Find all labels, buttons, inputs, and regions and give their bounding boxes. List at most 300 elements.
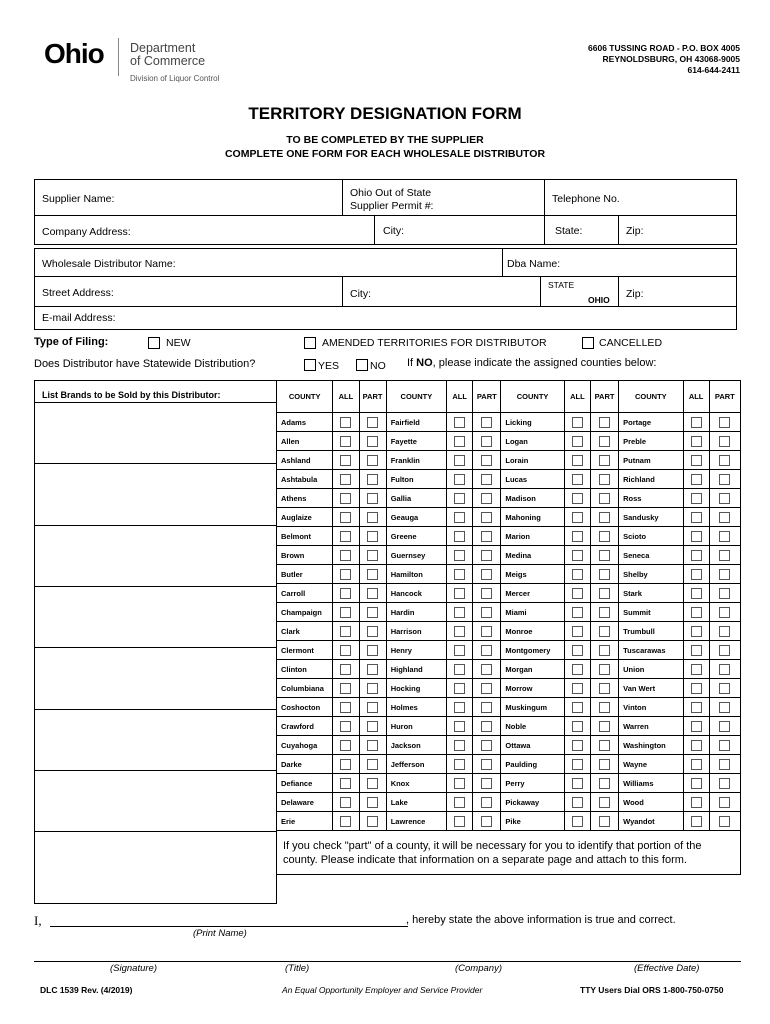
county-part-checkbox[interactable] xyxy=(367,645,378,656)
county-part-checkbox[interactable] xyxy=(481,588,492,599)
county-part-checkbox[interactable] xyxy=(719,436,730,447)
county-all-checkbox[interactable] xyxy=(691,683,702,694)
amended-label: AMENDED TERRITORIES FOR DISTRIBUTOR xyxy=(322,337,547,349)
county-name: Morgan xyxy=(501,660,564,679)
county-name: Huron xyxy=(386,717,446,736)
county-part-checkbox[interactable] xyxy=(599,417,610,428)
county-all-checkbox[interactable] xyxy=(572,759,583,770)
county-row xyxy=(277,622,741,641)
county-all-checkbox[interactable] xyxy=(691,607,702,618)
county-part-checkbox[interactable] xyxy=(367,721,378,732)
county-all-checkbox[interactable] xyxy=(572,474,583,485)
cancelled-checkbox[interactable] xyxy=(582,337,594,349)
county-part-checkbox[interactable] xyxy=(719,816,730,827)
county-part-checkbox[interactable] xyxy=(367,683,378,694)
county-all-checkbox[interactable] xyxy=(454,816,465,827)
county-name: Portage xyxy=(619,413,683,432)
county-all-checkbox[interactable] xyxy=(454,740,465,751)
county-part-checkbox[interactable] xyxy=(599,740,610,751)
county-part-checkbox[interactable] xyxy=(481,607,492,618)
county-part-checkbox[interactable] xyxy=(599,683,610,694)
county-part-checkbox[interactable] xyxy=(367,550,378,561)
county-part-checkbox[interactable] xyxy=(599,664,610,675)
supplier-name-field[interactable]: Supplier Name: xyxy=(42,193,115,205)
brand-entry[interactable] xyxy=(34,402,276,403)
county-name: Hancock xyxy=(386,584,446,603)
part-header: PART xyxy=(359,381,386,413)
county-part-checkbox[interactable] xyxy=(367,455,378,466)
form-subtitle-1: TO BE COMPLETED BY THE SUPPLIER xyxy=(286,134,484,146)
county-table xyxy=(276,380,741,875)
county-all-checkbox[interactable] xyxy=(340,759,351,770)
county-part-checkbox[interactable] xyxy=(481,664,492,675)
county-name: Clermont xyxy=(277,641,333,660)
county-part-checkbox[interactable] xyxy=(599,645,610,656)
county-all-checkbox[interactable] xyxy=(340,588,351,599)
company-address-field[interactable]: Company Address: xyxy=(42,226,131,238)
county-all-checkbox[interactable] xyxy=(572,588,583,599)
county-part-checkbox[interactable] xyxy=(367,493,378,504)
county-name: Licking xyxy=(501,413,564,432)
county-all-checkbox[interactable] xyxy=(454,702,465,713)
county-part-checkbox[interactable] xyxy=(481,797,492,808)
county-name: Defiance xyxy=(277,774,333,793)
county-all-checkbox[interactable] xyxy=(572,816,583,827)
county-part-checkbox[interactable] xyxy=(719,550,730,561)
county-part-checkbox[interactable] xyxy=(599,797,610,808)
brand-entry[interactable] xyxy=(34,770,276,771)
county-all-checkbox[interactable] xyxy=(572,455,583,466)
county-name: Hamilton xyxy=(386,565,446,584)
brand-entry[interactable] xyxy=(34,525,276,526)
county-all-checkbox[interactable] xyxy=(340,436,351,447)
county-all-checkbox[interactable] xyxy=(691,531,702,542)
county-part-checkbox[interactable] xyxy=(367,626,378,637)
county-all-checkbox[interactable] xyxy=(454,550,465,561)
county-header: COUNTY xyxy=(619,381,683,413)
county-name: Medina xyxy=(501,546,564,565)
county-all-checkbox[interactable] xyxy=(572,512,583,523)
county-part-checkbox[interactable] xyxy=(719,740,730,751)
county-name: Williams xyxy=(619,774,683,793)
county-name: Putnam xyxy=(619,451,683,470)
county-name: Delaware xyxy=(277,793,333,812)
county-all-checkbox[interactable] xyxy=(691,664,702,675)
county-part-checkbox[interactable] xyxy=(367,531,378,542)
county-all-checkbox[interactable] xyxy=(340,417,351,428)
county-name: Perry xyxy=(501,774,564,793)
street-address-field[interactable]: Street Address: xyxy=(42,287,114,299)
county-all-checkbox[interactable] xyxy=(691,569,702,580)
county-name: Clinton xyxy=(277,660,333,679)
county-part-checkbox[interactable] xyxy=(719,759,730,770)
county-all-checkbox[interactable] xyxy=(340,797,351,808)
supplier-zip-field[interactable]: Zip: xyxy=(626,225,644,237)
county-row xyxy=(277,451,741,470)
county-all-checkbox[interactable] xyxy=(572,778,583,789)
county-part-checkbox[interactable] xyxy=(599,778,610,789)
county-all-checkbox[interactable] xyxy=(454,474,465,485)
county-part-checkbox[interactable] xyxy=(481,702,492,713)
county-part-checkbox[interactable] xyxy=(367,702,378,713)
email-address-field[interactable]: E-mail Address: xyxy=(42,312,116,324)
county-part-checkbox[interactable] xyxy=(719,607,730,618)
new-checkbox[interactable] xyxy=(148,337,160,349)
county-all-checkbox[interactable] xyxy=(691,740,702,751)
supplier-phone-field[interactable]: Telephone No. xyxy=(552,193,620,205)
county-name: Lucas xyxy=(501,470,564,489)
print-name-field[interactable] xyxy=(50,926,408,927)
county-all-checkbox[interactable] xyxy=(572,721,583,732)
county-row xyxy=(277,432,741,451)
form-title: TERRITORY DESIGNATION FORM xyxy=(248,104,522,123)
statewide-yes-checkbox[interactable] xyxy=(304,359,316,371)
county-all-checkbox[interactable] xyxy=(691,759,702,770)
county-part-checkbox[interactable] xyxy=(599,531,610,542)
county-part-checkbox[interactable] xyxy=(367,474,378,485)
filing-type-label: Type of Filing: xyxy=(34,336,109,348)
county-all-checkbox[interactable] xyxy=(572,664,583,675)
county-part-checkbox[interactable] xyxy=(367,512,378,523)
county-name: Richland xyxy=(619,470,683,489)
county-name: Knox xyxy=(386,774,446,793)
county-name: Tuscarawas xyxy=(619,641,683,660)
county-all-checkbox[interactable] xyxy=(454,512,465,523)
distributor-name-field[interactable]: Wholesale Distributor Name: xyxy=(42,258,176,270)
ohio-logo: Ohio xyxy=(44,38,104,69)
statewide-no-checkbox[interactable] xyxy=(356,359,368,371)
county-row xyxy=(277,565,741,584)
county-part-checkbox[interactable] xyxy=(481,721,492,732)
county-part-checkbox[interactable] xyxy=(719,512,730,523)
county-part-checkbox[interactable] xyxy=(481,550,492,561)
county-name: Harrison xyxy=(386,622,446,641)
county-part-checkbox[interactable] xyxy=(599,721,610,732)
county-part-checkbox[interactable] xyxy=(367,417,378,428)
county-name: Brown xyxy=(277,546,333,565)
county-part-checkbox[interactable] xyxy=(481,816,492,827)
form-number: DLC 1539 Rev. (4/2019) xyxy=(40,985,133,995)
county-part-checkbox[interactable] xyxy=(719,569,730,580)
county-row xyxy=(277,508,741,527)
county-part-checkbox[interactable] xyxy=(599,474,610,485)
county-name: Erie xyxy=(277,812,333,831)
county-part-checkbox[interactable] xyxy=(481,778,492,789)
county-row xyxy=(277,698,741,717)
county-all-checkbox[interactable] xyxy=(340,683,351,694)
county-name: Union xyxy=(619,660,683,679)
county-all-checkbox[interactable] xyxy=(340,740,351,751)
county-all-checkbox[interactable] xyxy=(340,645,351,656)
county-part-checkbox[interactable] xyxy=(719,778,730,789)
county-all-checkbox[interactable] xyxy=(572,702,583,713)
county-part-checkbox[interactable] xyxy=(481,759,492,770)
county-all-checkbox[interactable] xyxy=(691,493,702,504)
county-name: Wood xyxy=(619,793,683,812)
distributor-zip-field[interactable]: Zip: xyxy=(626,288,644,300)
county-part-checkbox[interactable] xyxy=(719,531,730,542)
brand-entry[interactable] xyxy=(34,463,276,464)
county-name: Fulton xyxy=(386,470,446,489)
county-name: Lawrence xyxy=(386,812,446,831)
county-name: Seneca xyxy=(619,546,683,565)
county-all-checkbox[interactable] xyxy=(340,493,351,504)
brands-list xyxy=(34,380,277,904)
brand-entry[interactable] xyxy=(34,647,276,648)
county-all-checkbox[interactable] xyxy=(340,607,351,618)
county-all-checkbox[interactable] xyxy=(340,721,351,732)
county-name: Ottawa xyxy=(501,736,564,755)
county-part-checkbox[interactable] xyxy=(481,740,492,751)
county-row xyxy=(277,755,741,774)
county-row xyxy=(277,603,741,622)
county-all-checkbox[interactable] xyxy=(572,683,583,694)
county-name: Shelby xyxy=(619,565,683,584)
county-name: Auglaize xyxy=(277,508,333,527)
county-part-checkbox[interactable] xyxy=(599,436,610,447)
county-all-checkbox[interactable] xyxy=(572,797,583,808)
county-row xyxy=(277,641,741,660)
county-part-checkbox[interactable] xyxy=(367,588,378,599)
county-header: COUNTY xyxy=(277,381,333,413)
counties-instruction: If NO, please indicate the assigned counties below: xyxy=(407,357,657,369)
county-name: Coshocton xyxy=(277,698,333,717)
county-part-checkbox[interactable] xyxy=(481,436,492,447)
county-part-checkbox[interactable] xyxy=(719,417,730,428)
county-name: Paulding xyxy=(501,755,564,774)
county-all-checkbox[interactable] xyxy=(572,607,583,618)
county-name: Logan xyxy=(501,432,564,451)
county-part-checkbox[interactable] xyxy=(367,740,378,751)
county-name: Butler xyxy=(277,565,333,584)
county-part-checkbox[interactable] xyxy=(719,797,730,808)
county-part-checkbox[interactable] xyxy=(599,626,610,637)
county-part-checkbox[interactable] xyxy=(367,664,378,675)
county-all-checkbox[interactable] xyxy=(691,702,702,713)
county-part-checkbox[interactable] xyxy=(367,569,378,580)
county-part-checkbox[interactable] xyxy=(599,607,610,618)
county-all-checkbox[interactable] xyxy=(454,607,465,618)
county-name: Guernsey xyxy=(386,546,446,565)
county-all-checkbox[interactable] xyxy=(340,626,351,637)
county-all-checkbox[interactable] xyxy=(572,531,583,542)
county-part-checkbox[interactable] xyxy=(599,816,610,827)
county-all-checkbox[interactable] xyxy=(691,436,702,447)
county-part-checkbox[interactable] xyxy=(719,493,730,504)
county-all-checkbox[interactable] xyxy=(691,797,702,808)
county-part-checkbox[interactable] xyxy=(367,759,378,770)
county-name: Sandusky xyxy=(619,508,683,527)
county-all-checkbox[interactable] xyxy=(454,683,465,694)
county-all-checkbox[interactable] xyxy=(454,569,465,580)
county-header: COUNTY xyxy=(501,381,564,413)
county-part-checkbox[interactable] xyxy=(481,474,492,485)
county-name: Trumbull xyxy=(619,622,683,641)
brand-entry[interactable] xyxy=(34,709,276,710)
county-all-checkbox[interactable] xyxy=(340,474,351,485)
county-part-checkbox[interactable] xyxy=(367,778,378,789)
county-all-checkbox[interactable] xyxy=(454,664,465,675)
dba-name-field[interactable]: Dba Name: xyxy=(507,258,561,270)
county-header: COUNTY xyxy=(386,381,446,413)
county-row xyxy=(277,812,741,831)
statewide-no-label: NO xyxy=(370,360,386,372)
distributor-state-label: STATE xyxy=(548,280,575,290)
county-all-checkbox[interactable] xyxy=(454,721,465,732)
dept-line2: of Commerce xyxy=(130,54,206,68)
county-part-checkbox[interactable] xyxy=(719,664,730,675)
department-name xyxy=(130,42,205,68)
county-name: Mercer xyxy=(501,584,564,603)
county-part-checkbox[interactable] xyxy=(599,702,610,713)
signature-line[interactable] xyxy=(34,961,741,962)
county-part-checkbox[interactable] xyxy=(481,531,492,542)
county-part-checkbox[interactable] xyxy=(481,645,492,656)
county-part-checkbox[interactable] xyxy=(481,683,492,694)
county-name: Fayette xyxy=(386,432,446,451)
county-all-checkbox[interactable] xyxy=(691,626,702,637)
county-all-checkbox[interactable] xyxy=(454,588,465,599)
county-name: Carroll xyxy=(277,584,333,603)
county-part-checkbox[interactable] xyxy=(367,797,378,808)
county-all-checkbox[interactable] xyxy=(340,512,351,523)
county-all-checkbox[interactable] xyxy=(340,550,351,561)
county-all-checkbox[interactable] xyxy=(572,436,583,447)
county-name: Warren xyxy=(619,717,683,736)
county-name: Ross xyxy=(619,489,683,508)
county-part-checkbox[interactable] xyxy=(481,493,492,504)
county-all-checkbox[interactable] xyxy=(572,626,583,637)
county-name: Lorain xyxy=(501,451,564,470)
all-header: ALL xyxy=(564,381,590,413)
county-all-checkbox[interactable] xyxy=(454,797,465,808)
county-part-checkbox[interactable] xyxy=(481,569,492,580)
county-all-checkbox[interactable] xyxy=(691,816,702,827)
tty-info: TTY Users Dial ORS 1-800-750-0750 xyxy=(580,985,724,995)
county-all-checkbox[interactable] xyxy=(454,759,465,770)
county-all-checkbox[interactable] xyxy=(340,664,351,675)
county-part-checkbox[interactable] xyxy=(719,474,730,485)
county-all-checkbox[interactable] xyxy=(691,645,702,656)
county-name: Meigs xyxy=(501,565,564,584)
county-all-checkbox[interactable] xyxy=(340,816,351,827)
county-all-checkbox[interactable] xyxy=(691,417,702,428)
county-name: Montgomery xyxy=(501,641,564,660)
county-name: Stark xyxy=(619,584,683,603)
county-all-checkbox[interactable] xyxy=(454,417,465,428)
part-note-line2: county. Please indicate that information on a separate page and attach to this form. xyxy=(283,853,687,866)
county-part-checkbox[interactable] xyxy=(719,683,730,694)
supplier-permit-label-1: Ohio Out of State xyxy=(350,187,432,199)
county-part-checkbox[interactable] xyxy=(719,645,730,656)
county-name: Ashtabula xyxy=(277,470,333,489)
county-name: Belmont xyxy=(277,527,333,546)
county-all-checkbox[interactable] xyxy=(454,455,465,466)
county-name: Vinton xyxy=(619,698,683,717)
brands-list-label: List Brands to be Sold by this Distributor: xyxy=(42,390,221,400)
county-all-checkbox[interactable] xyxy=(454,493,465,504)
county-all-checkbox[interactable] xyxy=(691,512,702,523)
county-all-checkbox[interactable] xyxy=(572,740,583,751)
county-all-checkbox[interactable] xyxy=(454,778,465,789)
county-all-checkbox[interactable] xyxy=(691,550,702,561)
county-all-checkbox[interactable] xyxy=(454,626,465,637)
division-name: Division of Liquor Control xyxy=(130,74,220,83)
county-all-checkbox[interactable] xyxy=(572,417,583,428)
county-all-checkbox[interactable] xyxy=(454,645,465,656)
supplier-state-field[interactable]: State: xyxy=(555,225,583,237)
county-all-checkbox[interactable] xyxy=(340,531,351,542)
county-all-checkbox[interactable] xyxy=(691,588,702,599)
county-part-checkbox[interactable] xyxy=(481,455,492,466)
county-all-checkbox[interactable] xyxy=(340,455,351,466)
county-part-checkbox[interactable] xyxy=(481,417,492,428)
county-all-checkbox[interactable] xyxy=(340,778,351,789)
county-all-checkbox[interactable] xyxy=(454,436,465,447)
county-name: Columbiana xyxy=(277,679,333,698)
county-name: Pickaway xyxy=(501,793,564,812)
county-part-checkbox[interactable] xyxy=(481,626,492,637)
county-all-checkbox[interactable] xyxy=(572,645,583,656)
county-part-checkbox[interactable] xyxy=(599,588,610,599)
supplier-permit-field[interactable]: Supplier Permit #: xyxy=(350,200,434,212)
brand-entry[interactable] xyxy=(34,831,276,832)
supplier-city-field[interactable]: City: xyxy=(383,225,404,237)
county-all-checkbox[interactable] xyxy=(572,493,583,504)
distributor-city-field[interactable]: City: xyxy=(350,288,371,300)
county-part-checkbox[interactable] xyxy=(719,702,730,713)
county-all-checkbox[interactable] xyxy=(691,474,702,485)
county-part-checkbox[interactable] xyxy=(719,626,730,637)
amended-checkbox[interactable] xyxy=(304,337,316,349)
county-all-checkbox[interactable] xyxy=(691,778,702,789)
county-all-checkbox[interactable] xyxy=(572,550,583,561)
county-part-checkbox[interactable] xyxy=(719,721,730,732)
county-all-checkbox[interactable] xyxy=(340,702,351,713)
county-part-checkbox[interactable] xyxy=(719,455,730,466)
county-all-checkbox[interactable] xyxy=(572,569,583,580)
county-all-checkbox[interactable] xyxy=(691,455,702,466)
county-all-checkbox[interactable] xyxy=(340,569,351,580)
county-name: Highland xyxy=(386,660,446,679)
brand-entry[interactable] xyxy=(34,586,276,587)
form-subtitle-2: COMPLETE ONE FORM FOR EACH WHOLESALE DISTRIBUTOR xyxy=(224,148,546,160)
county-part-checkbox[interactable] xyxy=(599,512,610,523)
county-name: Van Wert xyxy=(619,679,683,698)
county-table-header xyxy=(277,381,741,413)
county-name: Morrow xyxy=(501,679,564,698)
county-row xyxy=(277,679,741,698)
county-all-checkbox[interactable] xyxy=(691,721,702,732)
county-row xyxy=(277,470,741,489)
county-part-checkbox[interactable] xyxy=(599,550,610,561)
county-part-checkbox[interactable] xyxy=(367,816,378,827)
county-part-checkbox[interactable] xyxy=(367,607,378,618)
county-part-checkbox[interactable] xyxy=(367,436,378,447)
county-part-checkbox[interactable] xyxy=(719,588,730,599)
county-part-checkbox[interactable] xyxy=(599,493,610,504)
county-part-checkbox[interactable] xyxy=(481,512,492,523)
county-part-checkbox[interactable] xyxy=(599,455,610,466)
county-row xyxy=(277,584,741,603)
county-all-checkbox[interactable] xyxy=(454,531,465,542)
signature-caption: (Signature) xyxy=(110,963,157,974)
county-name: Marion xyxy=(501,527,564,546)
cancelled-label: CANCELLED xyxy=(599,337,663,349)
county-part-checkbox[interactable] xyxy=(599,569,610,580)
county-part-checkbox[interactable] xyxy=(599,759,610,770)
print-name-caption: (Print Name) xyxy=(193,928,247,939)
